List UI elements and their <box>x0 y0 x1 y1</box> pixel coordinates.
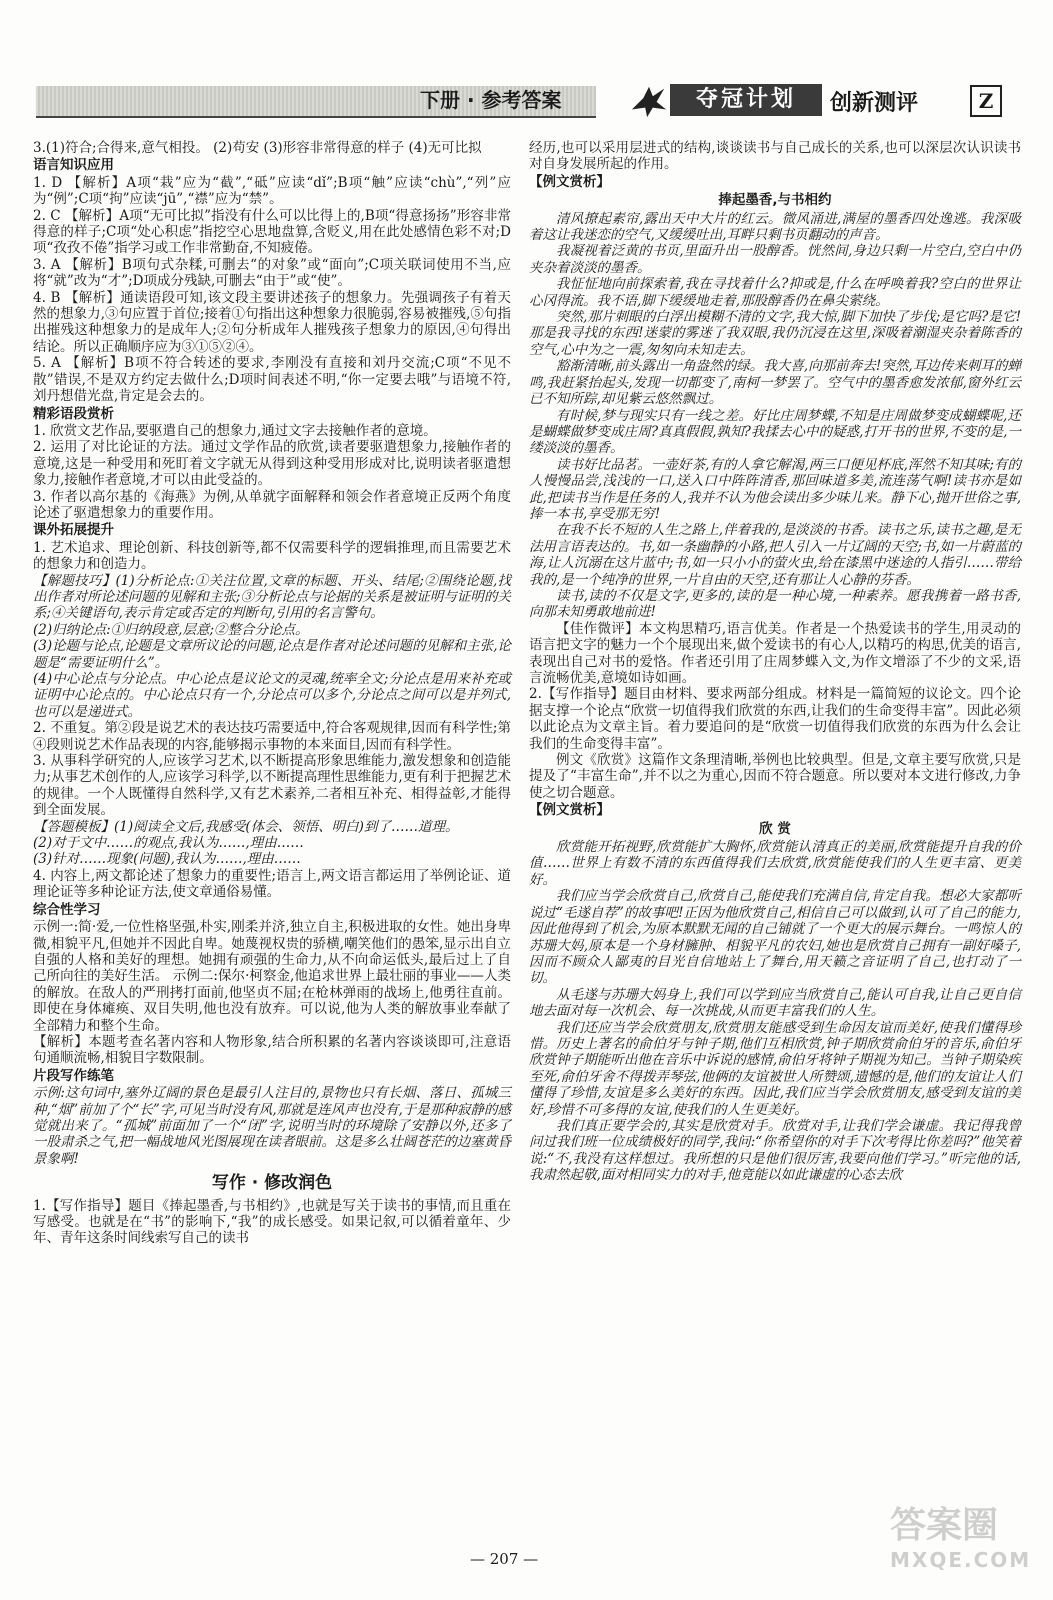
answer-ext-3: 3. 从事科学研究的人,应该学习艺术,以不断提高形象思维能力,激发想象和创造能力;从事艺术创作的人,应该学习科学,以不断提高理性思维能力,更有利于把握艺术的规律。一个人既懂得自然科学,又有艺术素养,二者相互补充、相得益彰,才能得到全面发展。 <box>33 753 511 819</box>
essay-2-paragraph: 我们真正要学会的,其实是欣赏对手。欣赏对手,让我们学会谦虚。我记得我曾问过我们班一位成绩极好的同学,我问:“你希望你的对手下次考得比你差吗?”他笑着说:“不,我没有这样想过。我所想的只是他们很厉害,我要向他们学习。”听完他的话,我肃然起敬,面对相同实力的对手,他竟能以如此谦虚的心态去欣 <box>529 1117 1021 1184</box>
section-comprehensive: 综合性学习 <box>33 901 101 918</box>
essay-1-title: 捧起墨香,与书相约 <box>718 192 832 209</box>
page-header <box>30 74 1025 132</box>
essay-1-paragraph: 有时候,梦与现实只有一线之差。好比庄周梦蝶,不知是庄周做梦变成蝴蝶呢,还是蝴蝶做梦变成庄周?真真假假,孰知?我揉去心中的疑惑,打开书的世界,不变的是,一缕淡淡的墨香。 <box>529 407 1021 457</box>
essay-2-title: 欣 赏 <box>759 820 791 837</box>
brand-box: 夺冠计划 <box>670 84 822 116</box>
essay-1-paragraph: 读书好比品茗。一壶好茶,有的人拿它解渴,两三口便见杯底,浑然不知其味;有的人慢慢品尝,浅浅的一口,送入口中阵阵清香,那回味道多美,流连荡气啊!读书亦是如此,把读书当作是任务的人,我并不认为他会读出多少味儿来。静下心,抛开世俗之事,捧一本书,享受那无穷! <box>529 456 1021 522</box>
example-tag-1: 【例文赏析】 <box>529 173 610 190</box>
writing-guide-1: 1.【写作指导】题目《捧起墨香,与书相约》,也就是写关于读书的事情,而且重在写感受。也就是在“书”的影响下,“我”的成长感受。如果记叙,可以循着童年、少年、青年这条时间线索写自己的读书 <box>33 1197 511 1247</box>
example-tag-2: 【例文赏析】 <box>529 802 610 819</box>
template-2: (2)对于文中……的观点,我认为……,理由…… <box>33 835 304 852</box>
answer-comp-1: 示例一:简·爱,一位性格坚强,朴实,刚柔并济,独立自主,积极进取的女性。她出身卑微,相貌平凡,但她并不因此自卑。她蔑视权贵的骄横,嘲笑他们的愚笨,显示出自立自强的人格和美好的理想。她拥有顽强的生命力,从不向命运低头,最后过上了自己所向往的美好生活。 示例二:保尔·柯察金,他追求世界上最壮丽的事业——人类的解放。在敌人的严刑拷打面前,他坚贞不屈;在枪林弹雨的战场上,他勇往直前。即使在身体瘫痪、双目失明,他也没有放弃。可以说,他为人类的解放事业奉献了全部精力和整个生命。 <box>33 919 511 1034</box>
big-section-title: 写作 · 修改润色 <box>211 1173 333 1194</box>
essay-1-paragraph: 我怔怔地向前探索着,我在寻找着什么?抑或是,什么在呼唤着我?空白的世界让心冈得流。我不语,脚下缓缓地走着,那股醇香仍在鼻尖萦绕。 <box>529 276 1021 309</box>
watermark <box>890 1497 1030 1577</box>
essay-1-paragraph: 豁渐清晰,前头露出一角盎然的绿。我大喜,向那前奔去!突然,耳边传来刺耳的蝉鸣,我赶紧抬起头,发现一切都变了,南柯一梦罢了。空气中的墨香愈发浓郁,窗外红云已不知所踪,却见紫云悠然飘过。 <box>529 358 1021 408</box>
right-column <box>529 140 1021 1184</box>
essay-1-paragraph: 读书,读的不仅是文字,更多的,读的是一种心境,一种素养。愿我携着一路书香,向那未知勇敢地前进! <box>529 587 1021 621</box>
answer-lang-5: 5. A 【解析】B项不符合转述的要求,李刚没有直接和刘丹交流;C项“不见不散”错误,不是双方约定去做什么;D项时间表述不明,“你一定要去哦”与语境不符,刘丹想借光盘,肯定是会去的。 <box>33 355 511 405</box>
answer-read-1: 1. 欣赏文艺作品,要驱遣自己的想象力,通过文字去接触作者的意境。 <box>33 422 437 439</box>
brand-mark: Z <box>970 85 1002 117</box>
eagle-logo-icon <box>630 80 668 120</box>
essay-1-paragraph: 在我不长不短的人生之路上,伴着我的,是淡淡的书香。读书之乐,读书之趣,是无法用言语表达的。书,如一条幽静的小路,把人引入一片辽阔的天空;书,如一片蔚蓝的海,让人沉溺在这片蓝中;书,如一只小小的萤火虫,给在漆黑中迷途的人指引……带给我的,是一个纯净的世界,一片自由的天空,还有那让人心静的芬香。 <box>529 522 1021 588</box>
brand <box>630 74 1025 124</box>
answer-lang-3: 3. A 【解析】B项句式杂糅,可删去“的对象”或“面向”;C项关联词使用不当,应将“就”改为“才”;D项成分残缺,可删去“由于”或“使”。 <box>33 256 511 290</box>
answer-lang-1: 1. D 【解析】A项“栽”应为“截”,“砥”应读“dǐ”;B项“触”应读“chù”,“列”应为“例”;C项“拘”应读“jū”,“襟”应为“禁”。 <box>33 174 511 208</box>
essay-2-paragraph: 欣赏能开拓视野,欣赏能扩大胸怀,欣赏能认清真正的美丽,欣赏能提升自我的价值……世界上有数不清的东西值得我们去欣赏,欣赏能使我们的人生更丰富、更美好。 <box>529 839 1021 888</box>
template-3: (3)针对……现象(问题),我认为……,理由…… <box>33 851 301 868</box>
section-language: 语言知识应用 <box>33 157 114 174</box>
answer-ext-4: 4. 内容上,两文都论述了想象力的重要性;语言上,两文语言都运用了举例论证、道理论证等多种论证方法,使文章通俗易懂。 <box>33 867 511 901</box>
answer-ext-1: 1. 艺术追求、理论创新、科技创新等,都不仅需要科学的逻辑推理,而且需要艺术的想象力和创造力。 <box>33 539 511 573</box>
tip-ext-4: (4)中心论点与分论点。中心论点是议论文的灵魂,统率全文;分论点是用来补充或证明中心论点的。中心论点只有一个,分论点可以多个,分论点之间可以是并列式,也可以是递进式。 <box>33 671 511 720</box>
tip-ext-3: (3)论题与论点,论题是文章所议论的问题,论点是作者对论述问题的见解和主张,论题是“需要证明什么”。 <box>33 638 511 671</box>
tip-ext-1: 【解题技巧】(1)分析论点:①关注位置,文章的标题、开头、结尾;②围绕论题,找出作者对所论述问题的见解和主张;③分析论点与论据的关系是被证明与证明的关系;④关键语句,表示肯定或否定的判断句,引用的名言警句。 <box>33 572 511 622</box>
header-title: 下册 · 参考答案 <box>420 88 562 112</box>
answer-writing-1: 示例:这句词中,塞外辽阔的景色是最引人注目的,景物也只有长烟、落日、孤城三种,“烟”前加了个“长”字,可见当时没有风,那就是连风声也没有,于是那种寂静的感觉就出来了。“孤城”前面加了一个“闭”字,说明当时的环境除了安静以外,还多了一股肃杀之气,把一幅战地风光图展现在读者眼前。这是多么壮阔苍茫的边塞黄昏景象啊! <box>33 1085 511 1167</box>
section-reading: 精彩语段赏析 <box>33 405 114 422</box>
answer-lang-4: 4. B 【解析】通读语段可知,该文段主要讲述孩子的想象力。先强调孩子有着天然的想象力,③句应置于首位;接着①句指出这种想象力很脆弱,容易被摧残,⑤句指出摧残这种想象力的是成年人;②句分析成年人摧残孩子想象力的原因,④句得出结论。所以正确顺序应为③①⑤②④。 <box>33 289 511 355</box>
answer-read-3: 3. 作者以高尔基的《海燕》为例,从单就字面解释和领会作者意境正反两个角度论述了驱遣想象力的重要作用。 <box>33 488 511 521</box>
essay-1-comment: 【佳作微评】本文构思精巧,语言优美。作者是一个热爱读书的学生,用灵动的语言把文字的魅力一个个展现出来,做个爱读书的有心人,以精巧的构思,优美的语言,表现出自己对书的爱恪。作者还引用了庄周梦蝶入文,为作文增添了不少的文采,语言流畅优美,意境如诗如画。 <box>529 620 1021 686</box>
answer-read-2: 2. 运用了对比论证的方法。通过文学作品的欣赏,读者要驱遣想象力,接触作者的意境,这是一种受用和死盯着文字就无从得到这种受用形成对比,说明读者驱遣想象力,接触作者意境,才可以由此受益的。 <box>33 439 511 489</box>
writing-guide-2: 2.【写作指导】题目由材料、要求两部分组成。材料是一篇简短的议论文。四个论据支撑一个论点“欣赏一切值得我们欣赏的东西,让我们的生命变得丰富”。因此必须以此论点为文章主旨。着力要追问的是“欣赏一切值得我们欣赏的东西为什么会让我们的生命变得丰富”。 <box>529 686 1021 752</box>
writing-guide-1-cont: 经历,也可以采用层进式的结构,谈谈读书与自己成长的关系,也可以深层次认识读书对自身发展所起的作用。 <box>529 140 1021 173</box>
page-number: — 207 — <box>470 1550 539 1568</box>
section-extension: 课外拓展提升 <box>33 522 114 539</box>
brand-name: 创新测评 <box>830 91 919 116</box>
essay-2-paragraph: 我们还应当学会欣赏朋友,欣赏朋友能感受到生命因友谊而美好,使我们懂得珍惜。历史上著名的俞伯牙与钟子期,他们互相欣赏,钟子期欣赏俞伯牙的音乐,俞伯牙欣赏钟子期能听出他在音乐中诉说的感情,俞伯牙将钟子期视为知己。当钟子期染疾至死,俞伯牙舍不得拨弄琴弦,他俩的友谊被世人所赞颂,遗憾的是,他们的友谊让人们懂得了珍惜,友谊是多么美好的东西。因此,我们应当学会欣赏朋友,感受到友谊的美好,珍惜不可多得的友谊,使我们的人生更美好。 <box>529 1019 1021 1118</box>
template-1: 【答题模板】(1)阅读全文后,我感受(体会、领悟、明白)到了……道理。 <box>33 818 459 835</box>
essay-2-paragraph: 我们应当学会欣赏自己,欣赏自己,能使我们充满自信,肯定自我。想必大家都听说过“毛遂自荐”的故事吧!正因为他欣赏自己,相信自己可以做到,认可了自己的能力,因此他得到了机会,为原本默默无闻的自己铺就了一个更大的展示舞台。一鸣惊人的苏珊大妈,原本是一个身材臃肿、相貌平凡的农妇,她也是欣赏自己拥有一副好嗓子,因而不顾众人鄙夷的目光自信地站上了舞台,用天籁之音证明了自己,也打动了一切。 <box>529 888 1021 987</box>
watermark-url: MXQE.COM <box>890 1548 1032 1572</box>
essay-1-paragraph: 清风撩起素帘,露出天中大片的红云。微风涌进,满屋的墨香四处逸逃。我深吸着这让我迷恋的空气,又缓缓吐出,耳畔只剩书页翻动的声音。 <box>529 210 1021 244</box>
writing-guide-2b: 例文《欣赏》这篇作文条理清晰,举例也比较典型。但是,文章主要写欣赏,只是提及了“丰富生命”,并不以之为重心,因而不符合题意。所以要对本文进行修改,力争使之切合题意。 <box>529 752 1021 801</box>
answer-comp-note: 【解析】本题考查名著内容和人物形象,结合所积累的名著内容谈谈即可,注意语句通顺流畅,相貌目字数限制。 <box>33 1033 511 1067</box>
answer-3-top: 3.(1)符合;合得来,意气相投。 (2)苟安 (3)形容非常得意的样子 (4)无可比拟 <box>33 140 482 156</box>
essay-1-paragraph: 我凝视着泛黄的书页,里面升出一股醇香。恍然间,身边只剩一片空白,空白中仍夹杂着淡淡的墨香。 <box>529 243 1021 276</box>
section-writing-practice: 片段写作练笔 <box>33 1067 114 1084</box>
watermark-logo: 答案圈 <box>890 1505 999 1546</box>
left-column <box>33 140 511 1247</box>
essay-1-paragraph: 突然,那片刺眼的白浮出模糊不清的文字,我大惊,脚下加快了步伐;是它吗?是它!那是我寻找的东西!迷蒙的雾迷了我双眼,我仍沉浸在这里,深吸着潮湿夹杂着陈香的空气,心中为之一震,匆匆向未知走去。 <box>529 309 1021 358</box>
essay-2-paragraph: 从毛遂与苏珊大妈身上,我们可以学到应当欣赏自己,能认可自我,让自己更自信地去面对每一次机会、每一次挑战,从而更丰富我们的人生。 <box>529 986 1021 1020</box>
answer-lang-2: 2. C 【解析】A项“无可比拟”指没有什么可以比得上的,B项“得意扬扬”形容非常得意的样子;C项“处心积虑”指挖空心思地盘算,含贬义,用在此处感情色彩不对;D项“孜孜不倦”指学习或工作非常勤奋,不知疲倦。 <box>33 207 511 257</box>
tip-ext-2: (2)归纳论点:①归纳段意,层意;②整合分论点。 <box>33 621 309 638</box>
answer-ext-2: 2. 不重复。第②段是说艺术的表达技巧需要适中,符合客观规律,因而有科学性;第④段则说艺术作品表现的内容,能够揭示事物的本来面目,因而有科学性。 <box>33 720 511 753</box>
